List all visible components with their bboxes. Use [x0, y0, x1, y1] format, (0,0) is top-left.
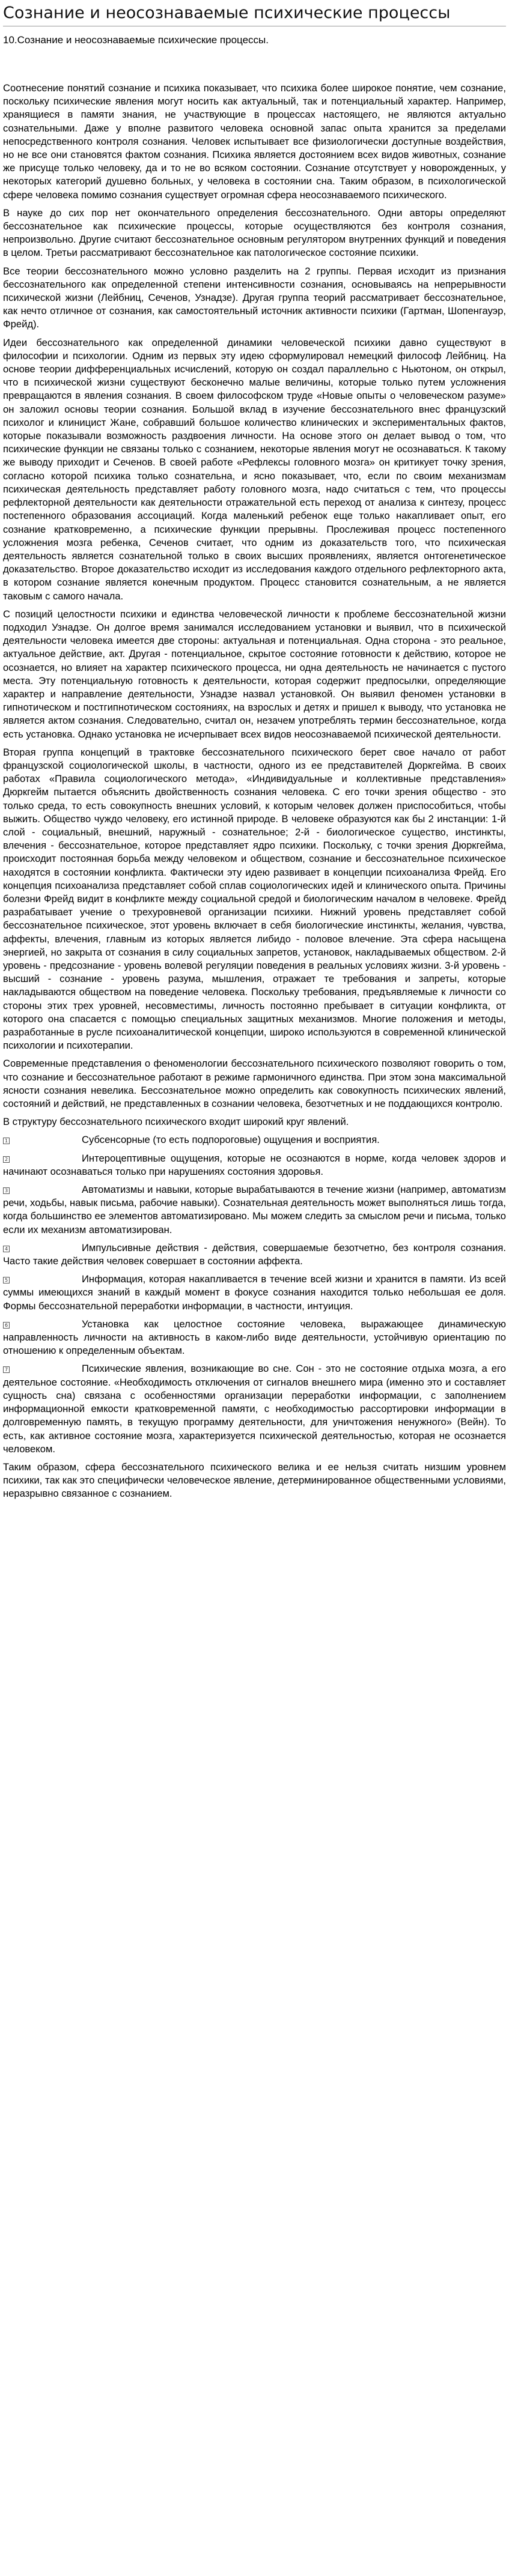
- list-item: [3, 1183, 506, 1237]
- list-item-text: Импульсивные действия - действия, совершаемые безотчетно, без контроля сознания. Часто такие действия человек совершает в состоянии аффекта.: [3, 1241, 506, 1267]
- list-bullet-icon: 1: [3, 1138, 10, 1144]
- list-item-text: Субсенсорные (то есть подпороговые) ощущения и восприятия.: [82, 1134, 380, 1146]
- list-item-text: Психические явления, возникающие во сне. Сон - это не состояние отдыха мозга, а его деятельное состояние. «Необходимость отключения от сигналов внешнего мира (именно это и составляет сущность сна) связана с особенностями организации переработки информации, с заполнением информационной емкости кратковременной памяти, с необходимостью рассортировки информации в долговременную память, в текущую программу деятельности, для уничтожения ненужного» (Вейн). То есть, как активное состояние мозга, характеризуется психической деятельностью, которая не осознается человеком.: [3, 1363, 506, 1455]
- list-bullet-icon: 5: [3, 1277, 10, 1283]
- paragraph: Все теории бессознательного можно условно разделить на 2 группы. Первая исходит из признания бессознательного как определенной степени интенсивности сознания, основываясь на непрерывности психической жизни (Лейбниц, Сеченов, Узнадзе). Другая группа теорий рассматривает бессознательное, как нечто отличное от сознания, как самостоятельный источник активности психики (Гартман, Шопенгауэр, Фрейд).: [3, 265, 506, 330]
- list-item: [3, 1152, 506, 1178]
- article-subtitle: 10.Сознание и неосознаваемые психические процессы.: [3, 34, 269, 46]
- paragraph: С позиций целостности психики и единства человеческой личности к проблеме бессознательной жизни подходил Узнадзе. Он долгое время занимался исследованием установки и выявил, что в психической деятельности человека имеется две стороны: актуальная и потенциальная. Одна сторона - это реальное, актуальное действие, акт. Другая - потенциальное, скрытое состояние готовности к действию, которое не осознается, но влияет на характер психического процесса, ни одна деятельность не начинается с пустого места. Эту потенциальную готовность к деятельности, которая содержит предпосылки, определяющие характер и направление деятельности, Узнадзе назвал установкой. Он выявил феномен установки в гипнотическом и постгипнотическом состояниях, на взрослых и детях и пришел к выводу, что установка не является актом сознания. Следовательно, считал он, незачем употреблять термин бессознательное, когда есть установка. Однако установка не исчерпывает всех видов неосознаваемой психической деятельности.: [3, 608, 506, 740]
- list-item: [3, 1318, 506, 1358]
- paragraph: В структуру бессознательного психического входит широкий круг явлений.: [3, 1116, 349, 1128]
- paragraph: Вторая группа концепций в трактовке бессознательного психического берет свое начало от работ французской социологической школы, в частности, одного из ее представителей Дюркгейма. В своих работах «Правила социологического метода», «Индивидуальные и коллективные представления» Дюркгейм пытается объяснить двойственность сознания человека. С его точки зрения общество - это только среда, то есть совокупность внешних условий, к которым человек должен приспособиться, чтобы выжить. Общество чуждо человеку, его истинной природе. В человеке образуются как бы 2 инстанции: 1-й слой - социальный, внешний, наружный - сознательное; 2-й - биологическое существо, инстинкты, влечения - бессознательное, которое представляет ядро психики. Поскольку, с точки зрения Дюркгейма, происходит постоянная борьба между человеком и обществом, сознание и бессознательное психическое находятся в состоянии конфликта. Фактически эту идею развивает в концепции психоанализа Фрейд. Его концепция психоанализа представляет собой сплав социологических идей и клинического опыта. Причины болезни Фрейд видит в конфликте между социальной средой и биологическим началом в человеке. Фрейд разрабатывает учение о трехуровневой организации психики. Нижний уровень представляет собой бессознательное психическое, этот уровень включает в себя биологические инстинкты, желания, чувства, аффекты, влечения, главным из которых является либидо - половое влечение. Эта сфера насыщена энергией, но закрыта от сознания в силу социальных запретов, установок, накладываемых обществом. 2-й уровень - предсознание - уровень волевой регуляции поведения в реальных условиях жизни. 3-й уровень - высший - сознание - уровень разума, мышления, отражает те требования и запреты, которые накладываются обществом на поведение человека. Поскольку требования, предъявляемые к личности со стороны этих трех уровней, несовместимы, личность постоянно пребывает в ситуации конфликта, от которого она спасается с помощью специальных защитных механизмов. Многие положения и методы, разработанные в русле психоаналитической концепции, широко используются в современной клинической психологии и психотерапии.: [3, 746, 506, 1052]
- list-item-text: Информация, которая накапливается в течение всей жизни и хранится в памяти. Из всей суммы имеющихся знаний в каждый момент в фокусе сознания находится только небольшая ее доля. Формы бессознательной переработки информации, в частности, интуиция.: [3, 1273, 506, 1312]
- list-bullet-icon: 3: [3, 1187, 10, 1194]
- list-item-text: Установка как целостное состояние человека, выражающее динамическую направленность личности на активность в каком-либо виде деятельности, устойчивую ориентацию по отношению к определенным объектам.: [3, 1318, 506, 1357]
- paragraph: Идеи бессознательного как определенной динамики человеческой психики давно существуют в философии и психологии. Одним из первых эту идею сформулировал немецкий философ Лейбниц. На основе теории дифференциальных исчислений, которую он создал параллельно с Ньютоном, он открыл, что в психической жизни существуют бесконечно малые величины, которые только путем усложнения превращаются в явления сознания. В своем философском труде «Новые опыты о человеческом разуме» он заложил основы теории сознания. Большой вклад в изучение бессознательного внес французский психолог и клиницист Жане, собравший большое количество клинических и экспериментальных фактов, которые показывали возможность раздвоения личности. На основе этого он делает вывод о том, что психические функции не связаны только с сознанием, некоторые явления могут не осознаваться. К такому же выводу приходит и Сеченов. В своей работе «Рефлексы головного мозга» он критикует точку зрения, согласно которой психика только сознательна, и ясно показывает, что, если по своим механизмам психическая деятельность представляет работу головного мозга, надо считаться с тем, что процессы рефлекторной деятельности как деятельности отражательной есть переход от анализа к синтезу, процесс постепенного образования ассоциаций. Когда маленький ребенок еще только накапливает опыт, его сознание кратковременно, а психические функции прерывны. Прослеживая процесс постепенного усложнения мозга ребенка, Сеченов считает, что одним из доказательств того, что психическая деятельность является сознательной только в своих высших проявлениях, является онтогенетическое доказательство. Второе доказательство исходит из исследования каждого отдельного рефлекторного акта, в котором сознание является конечным продуктом. Процесс становится сознательным, а не является таковым с самого начала.: [3, 336, 506, 602]
- list-item: [3, 1241, 506, 1268]
- list-item: [3, 1273, 506, 1313]
- list-bullet-icon: 7: [3, 1366, 10, 1373]
- list-item: [3, 1362, 506, 1455]
- phenomena-list: [3, 1133, 506, 1455]
- list-item-text: Автоматизмы и навыки, которые вырабатываются в течение жизни (например, автоматизм речи, ходьбы, навык письма, рабочие навыки). Сознательная деятельность может выполняться лишь тогда, когда большинство ее элементов автоматизировано. Мы можем следить за смыслом речи и письма, только если их механизм автоматизирован.: [3, 1184, 506, 1235]
- paragraph: Современные представления о феноменологии бессознательного психического позволяют говорить о том, что сознание и бессознательное работают в режиме гармоничного единства. При этом зона максимальной ясности сознания невелика. Бессознательное можно определить как совокупность психических явлений, состояний и действий, не представленных в сознании человека, безотчетных и не поддающихся контролю.: [3, 1058, 506, 1110]
- list-bullet-icon: 6: [3, 1322, 10, 1329]
- list-bullet-icon: 2: [3, 1156, 10, 1163]
- article-body: [3, 82, 506, 1501]
- page-title: Сознание и неосознаваемые психические процессы: [3, 4, 451, 22]
- paragraph: Соотнесение понятий сознание и психика показывает, что психика более широкое понятие, чем сознание, поскольку психические явления могут носить как актуальный, так и потенциальный характер. Например, хранящиеся в памяти знания, не участвующие в процессах настоящего, не являются актуально сознательными. Даже у вполне развитого человека основной запас опыта хранится за пределами непосредственного контроля сознания. Человек испытывает все физиологически доступные воздействия, но не все они становятся фактом сознания. Психика является достоянием всех видов животных, сознание же присуще только человеку, да и то не во всяком состоянии. Сознание отсутствует у новорожденных, у некоторых категорий душевно больных, у человека в состоянии сна. Таким образом, в психологической сфере человека помимо сознания существует огромная сфера неосознаваемого психического.: [3, 82, 506, 201]
- list-bullet-icon: 4: [3, 1246, 10, 1252]
- list-item-text: Интероцептивные ощущения, которые не осознаются в норме, когда человек здоров и начинают осознаваться только при нарушениях состояния здоровья.: [3, 1152, 506, 1177]
- list-item: [3, 1133, 506, 1147]
- paragraph: В науке до сих пор нет окончательного определения бессознательного. Одни авторы определяют бессознательное как психические процессы, которые осуществляются без контроля сознания, непроизвольно. Другие считают бессознательное основным регулятором внутренних функций и поведения в целом. Третьи рассматривают бессознательное как патологическое состояние психики.: [3, 207, 506, 259]
- closing-paragraph: Таким образом, сфера бессознательного психического велика и ее нельзя считать низшим уровнем психики, так как это специфически человеческое явление, детерминированное общественными условиями, неразрывно связанное с сознанием.: [3, 1461, 506, 1500]
